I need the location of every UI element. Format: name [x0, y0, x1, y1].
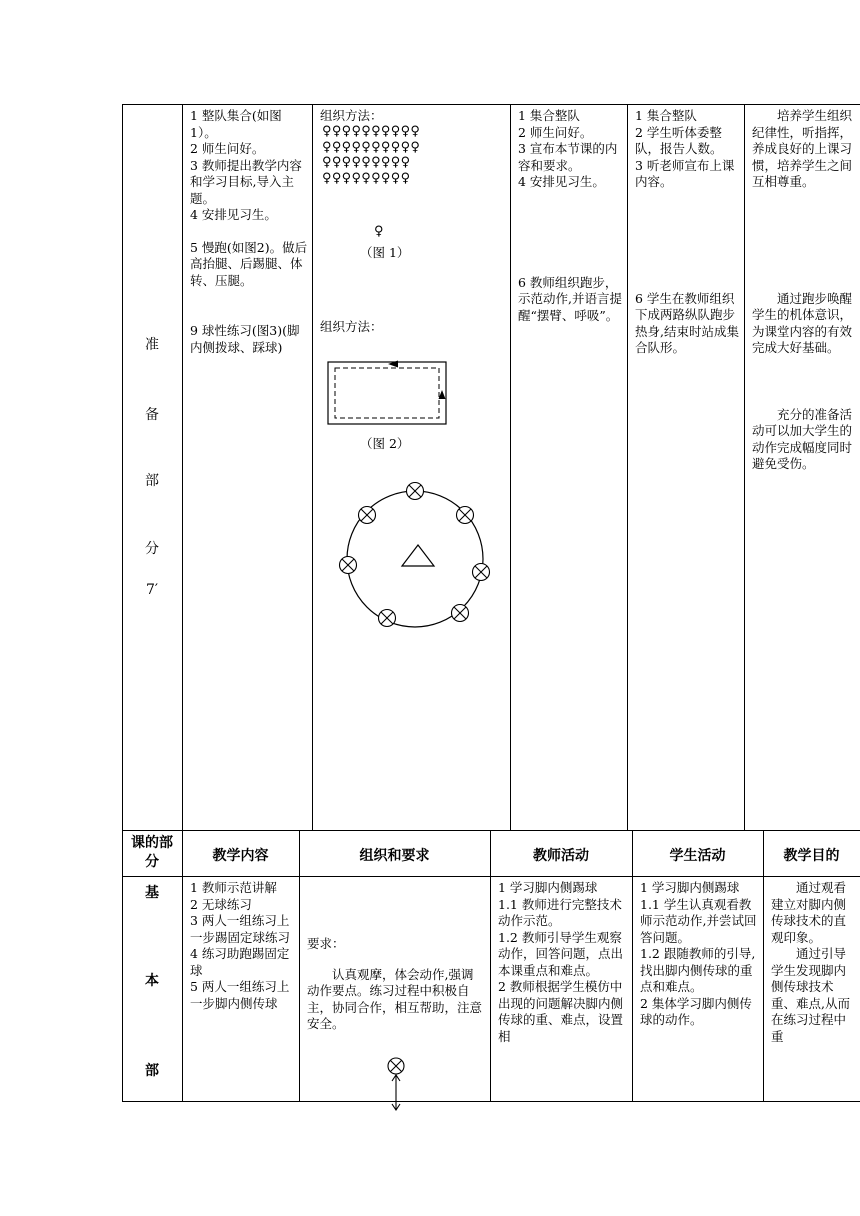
pass-direction-diagram: [384, 1056, 408, 1112]
purpose-item: 充分的准备活动可以加大学生的动作完成幅度同时避免受伤。: [752, 406, 853, 471]
student-marker-icon: [379, 610, 396, 627]
header-row-bottom-border: [122, 876, 860, 877]
org-method-label: 组织方法：: [320, 108, 383, 123]
student-item: 1 集合整队: [635, 108, 697, 123]
teacher-item: 6 教师组织跑步，示范动作,并语言提醒“摆臂、呼吸”。: [518, 274, 622, 323]
running-route-diagram: [326, 358, 450, 430]
header-content: 教学内容: [212, 848, 269, 864]
formation-diagram: [322, 124, 508, 186]
teacher-item: 1 学习脚内侧踢球: [498, 880, 598, 895]
teacher-item: 1.1 教师进行完整技术动作示范。: [498, 896, 622, 928]
section-label-char: 分: [145, 541, 159, 557]
student-item: 3 听老师宣布上课内容。: [635, 157, 735, 189]
lower-col-divider-1: [182, 830, 183, 1102]
section-label-char: 部: [145, 473, 159, 489]
teacher-item: 2 教师根据学生模仿中出现的问题解决脚内侧传球的重、难点，设置相: [498, 979, 624, 1044]
org-method-label-2: 组织方法：: [320, 319, 383, 334]
section-label-char: 部: [145, 1063, 159, 1079]
upper-col-divider-3: [510, 104, 511, 830]
formation-row: ♀♀♀♀♀♀♀♀♀♀: [322, 139, 421, 155]
section-label-char: 备: [145, 407, 159, 423]
student-item: 6 学生在教师组织下成两路纵队跑步热身,结束时站成集合队形。: [635, 290, 739, 355]
requirement-text: 认真观摩，体会动作,强调动作要点。练习过程中积极自主，协同合作，相互帮助，注意安全。: [307, 966, 483, 1031]
student-marker-icon: [359, 507, 376, 524]
formation-row: ♀♀♀♀♀♀♀♀♀♀: [322, 124, 421, 139]
header-org: 组织和要求: [359, 848, 430, 864]
student-marker-icon: [473, 564, 490, 581]
basic-student-cell: [640, 880, 760, 1029]
purpose-item: 培养学生组织纪律性，听指挥，养成良好的上课习惯，培养学生之间互相尊重。: [752, 108, 853, 189]
section-label-char: 本: [145, 973, 159, 989]
lower-table-left-border: [122, 830, 123, 1102]
lower-table-bottom-border: [122, 1101, 860, 1102]
lower-col-divider-5: [763, 830, 764, 1102]
student-item: 2 学生听体委整队，报告人数。: [635, 124, 723, 156]
teacher-item: 1.2 教师引导学生观察动作，回答问题，点出本课重点和难点。: [498, 929, 624, 978]
formation-row: ♀♀♀♀♀♀♀♀♀: [322, 155, 411, 170]
content-item: 1 整队集合(如图1）。: [190, 108, 282, 140]
teacher-item: 2 师生问好。: [518, 124, 593, 140]
section-label-char: 7′: [145, 582, 159, 598]
upper-table-top-border: [122, 104, 860, 105]
upper-table-left-border: [122, 104, 123, 830]
teacher-symbol: ♀: [374, 224, 384, 239]
header-section: 课的部分: [131, 835, 173, 870]
header-row-top-border: [122, 830, 860, 831]
content-item: 3 两人一组练习上一步踢固定球练习: [190, 913, 291, 945]
prep-org-cell: [320, 108, 506, 125]
basic-teacher-cell: [498, 880, 628, 1045]
requirement-label: 要求：: [307, 936, 345, 951]
teacher-triangle-icon: [402, 545, 434, 566]
upper-col-divider-4: [627, 104, 628, 830]
figure-2-caption: （图 2）: [360, 436, 410, 451]
figure-1-caption: （图 1）: [360, 245, 410, 260]
section-label-char: 基: [145, 885, 159, 901]
content-item: 9 球性练习(图3)(脚内侧拨球、踩球): [190, 323, 300, 355]
basic-purpose-cell: [771, 880, 857, 1045]
lower-col-divider-3: [490, 830, 491, 1102]
lower-col-divider-2: [299, 830, 300, 1102]
header-purpose: 教学目的: [783, 848, 840, 864]
student-marker-icon: [407, 483, 424, 500]
content-item: 4 安排见习生。: [190, 207, 277, 222]
upper-col-divider-5: [744, 104, 745, 830]
ball-practice-circle-diagram: [334, 478, 498, 642]
lower-col-divider-4: [632, 830, 633, 1102]
basic-content-cell: [190, 880, 296, 1012]
content-item: 2 无球练习: [190, 896, 252, 912]
arrow-up-icon: [439, 390, 446, 399]
prep-student-cell: [635, 108, 741, 357]
student-item: 1.1 学生认真观看教师示范动作,并尝试回答问题。: [640, 896, 757, 945]
header-teacher: 教师活动: [533, 848, 589, 864]
prep-teacher-cell: [518, 108, 624, 324]
content-item: 5 慢跑(如图2)。做后高抬腿、后踢腿、体转、压腿。: [190, 239, 308, 288]
student-marker-icon: [457, 507, 474, 524]
prep-content-cell: [190, 108, 308, 356]
student-item: 1.2 跟随教师的引导,找出脚内侧传球的重点和难点。: [640, 946, 756, 994]
basic-org-cell: [307, 936, 485, 1033]
section-label-char: 准: [145, 337, 159, 353]
student-item: 1 学习脚内侧踢球: [640, 880, 740, 895]
formation-row: ♀♀♀♀♀♀♀♀♀: [322, 170, 411, 186]
content-item: 1 教师示范讲解: [190, 880, 277, 895]
student-marker-icon: [340, 557, 357, 574]
upper-col-divider-1: [182, 104, 183, 830]
content-item: 5 两人一组练习上一步脚内侧传球: [190, 979, 290, 1011]
content-item: 3 教师提出教学内容和学习目标,导入主题。: [190, 157, 302, 206]
teacher-item: 4 安排见习生。: [518, 174, 605, 189]
teacher-item: 1 集合整队: [518, 108, 580, 123]
header-student: 学生活动: [669, 848, 726, 864]
content-item: 2 师生问好。: [190, 141, 265, 156]
content-item: 4 练习助跑踢固定球: [190, 946, 290, 978]
purpose-item: 通过跑步唤醒学生的机体意识，为课堂内容的有效完成大好基础。: [752, 290, 853, 355]
teacher-item: 3 宣布本节课的内容和要求。: [518, 141, 618, 173]
purpose-item: 通过观看建立对脚内侧传球技术的直观印象。: [771, 880, 847, 945]
purpose-item: 通过引导学生发现脚内侧传球技术重、难点,从而在练习过程中重: [771, 946, 850, 1044]
student-item: 2 集体学习脚内侧传球的动作。: [640, 995, 752, 1027]
upper-col-divider-2: [312, 104, 313, 830]
student-marker-icon: [452, 605, 469, 622]
prep-purpose-cell: [752, 108, 856, 473]
